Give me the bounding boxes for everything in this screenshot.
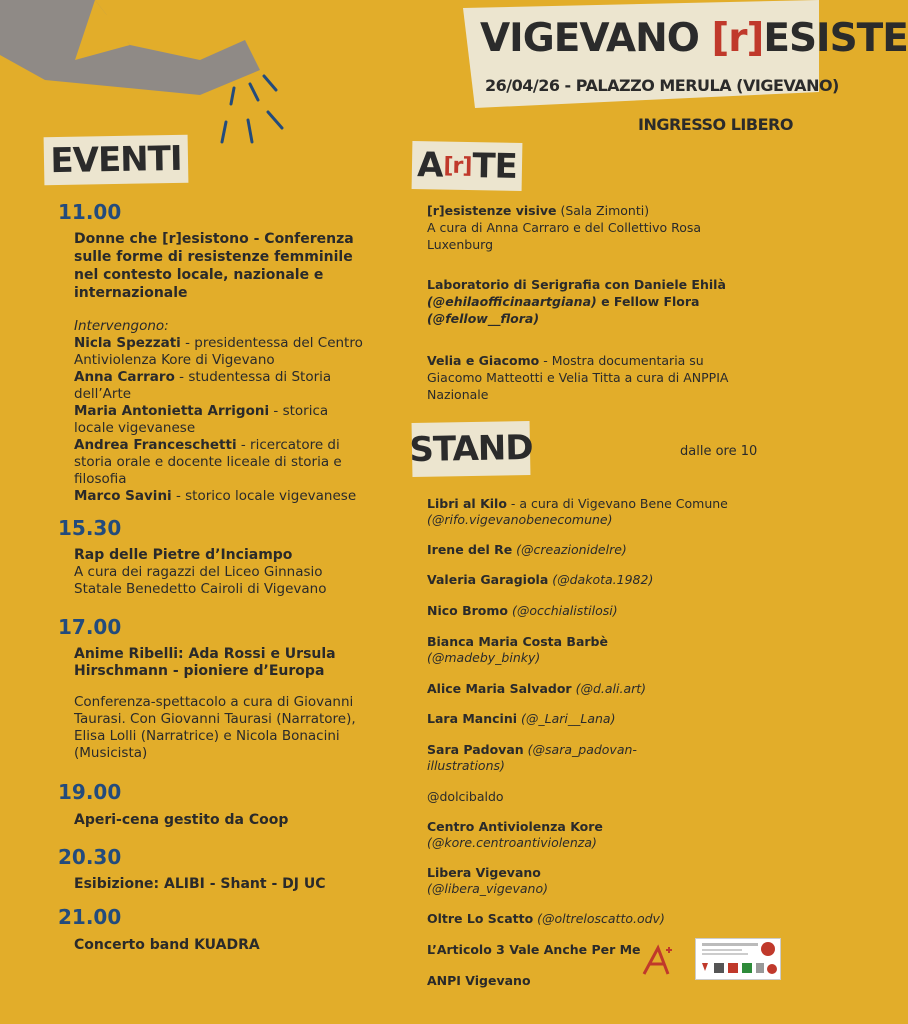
speaker: Nicla Spezzati - presidentessa del Centro Antiviolenza Kore di Vigevano xyxy=(74,335,363,368)
event-time: 11.00 xyxy=(58,200,122,224)
partner-badges-icon xyxy=(696,939,782,981)
arte-item: Velia e Giacomo - Mostra documentaria su Giacomo Matteotti e Velia Titta a cura di ANPPIA Nazionale xyxy=(427,353,729,402)
free-entry-label: INGRESSO LIBERO xyxy=(638,115,793,134)
arte-item: Laboratorio di Serigrafia con Daniele Ehilà (@ehilaofficinaartgiana) e Fellow Flora (@fellow__flora) xyxy=(427,277,726,326)
event-title: Rap delle Pietre d’Inciampo xyxy=(74,547,293,563)
stand-item: @dolcibaldo xyxy=(427,789,504,804)
a-logo-icon xyxy=(640,944,684,978)
page-title: VIGEVANO [r]ESISTE xyxy=(480,16,908,61)
event-11-details xyxy=(74,230,370,505)
event-17-details xyxy=(74,646,374,762)
speakers-intro: Intervengono: xyxy=(74,318,169,334)
event-time: 19.00 xyxy=(58,780,122,804)
stand-item: Nico Bromo (@occhialistilosi) xyxy=(427,603,618,618)
speaker: Marco Savini - storico locale vigevanese xyxy=(74,488,357,504)
stand-item: ANPI Vigevano xyxy=(427,973,531,988)
speaker: Anna Carraro - studentessa di Storia dell’Arte xyxy=(74,369,332,402)
event-time: 15.30 xyxy=(58,516,122,540)
partner-logos xyxy=(695,938,781,980)
event-title: Concerto band KUADRA xyxy=(74,937,260,953)
event-1530-details xyxy=(74,547,374,598)
stand-item: Sara Padovan (@sara_padovan-illustrations) xyxy=(427,742,637,773)
stand-item: Bianca Maria Costa Barbè (@madeby_binky) xyxy=(427,634,608,665)
event-title: Aperi-cena gestito da Coop xyxy=(74,812,289,828)
event-title: Donne che [r]esistono - Conferenza sulle forme di resistenze femminile nel contesto locale, nazionale e internazionale xyxy=(74,231,354,301)
stand-item: Valeria Garagiola (@dakota.1982) xyxy=(427,572,654,587)
event-title: Esibizione: ALIBI - Shant - DJ UC xyxy=(74,876,326,892)
speaker: Maria Antonietta Arrigoni - storica locale vigevanese xyxy=(74,403,329,436)
stand-item: Libri al Kilo - a cura di Vigevano Bene Comune (@rifo.vigevanobenecomune) xyxy=(427,496,728,527)
stand-item: Irene del Re (@creazionidelre) xyxy=(427,542,627,557)
event-time: 20.30 xyxy=(58,845,122,869)
event-desc: A cura dei ragazzi del Liceo Ginnasio Statale Benedetto Cairoli di Vigevano xyxy=(74,564,327,597)
event-title: Anime Ribelli: Ada Rossi e Ursula Hirschmann - pioniere d’Europa xyxy=(74,646,336,679)
stand-hours: dalle ore 10 xyxy=(680,444,758,459)
event-time: 21.00 xyxy=(58,905,122,929)
speaker: Andrea Franceschetti - ricercatore di storia orale e docente liceale di storia e filosofia xyxy=(74,437,342,487)
section-stand: STAND xyxy=(412,421,531,477)
section-arte: A [r] TE xyxy=(412,141,523,191)
event-date-location: 26/04/26 - PALAZZO MERULA (VIGEVANO) xyxy=(485,76,839,95)
stand-item: Centro Antiviolenza Kore (@kore.centroantiviolenza) xyxy=(427,819,603,850)
event-desc: Conferenza-spettacolo a cura di Giovanni Taurasi. Con Giovanni Taurasi (Narratore), Elisa Lolli (Narratrice) e Nicola Bonacini (Musicista) xyxy=(74,694,356,761)
event-time: 17.00 xyxy=(58,615,122,639)
stand-item: Lara Mancini (@_Lari__Lana) xyxy=(427,711,616,726)
stand-item: Libera Vigevano (@libera_vigevano) xyxy=(427,865,548,896)
arte-item: [r]esistenze visive (Sala Zimonti) A cura di Anna Carraro e del Collettivo Rosa Luxenburg xyxy=(427,203,702,252)
stand-item: Oltre Lo Scatto (@oltreloscatto.odv) xyxy=(427,911,665,926)
stand-item: L’Articolo 3 Vale Anche Per Me xyxy=(427,942,641,957)
section-eventi: EVENTI xyxy=(44,135,189,186)
stand-item: Alice Maria Salvador (@d.ali.art) xyxy=(427,681,647,696)
